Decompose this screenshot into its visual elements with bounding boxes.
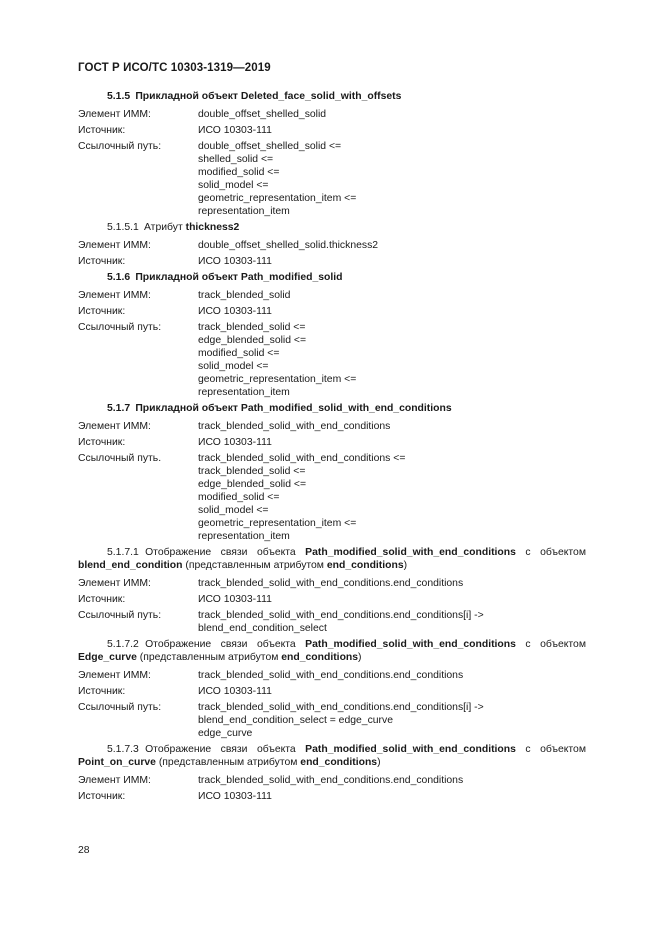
row-values <box>198 609 586 635</box>
row-label: Элемент ИММ: <box>78 240 151 251</box>
mapping-row <box>78 420 586 433</box>
row-label: Элемент ИММ: <box>78 670 151 681</box>
row-label: Ссылочный путь: <box>78 610 162 621</box>
mapping-text: с объектом <box>515 547 589 558</box>
row-label: Элемент ИММ: <box>78 578 151 589</box>
mapping-paragraph <box>78 546 589 572</box>
section-title: Прикладной объект Path_modified_solid <box>135 272 343 283</box>
row-label: Ссылочный путь: <box>78 702 162 713</box>
row-value-line: solid_model <= <box>198 361 269 372</box>
mapping-entity-name: end_conditions <box>326 560 404 571</box>
mapping-row <box>78 124 586 137</box>
row-values <box>198 669 586 682</box>
section-number: 5.1.6 <box>107 272 131 283</box>
row-value-line: track_blended_solid_with_end_conditions.end_conditions <box>198 670 464 681</box>
mapping-row <box>78 685 586 698</box>
row-value-line: track_blended_solid_with_end_conditions.end_conditions <box>198 578 464 589</box>
mapping-row <box>78 701 586 740</box>
row-value-line: ИСО 10303-111 <box>198 686 272 697</box>
row-value-line: track_blended_solid_with_end_conditions <box>198 421 391 432</box>
row-values <box>198 436 586 449</box>
row-label: Источник: <box>78 686 126 697</box>
section-title: Прикладной объект Path_modified_solid_with_end_conditions <box>135 403 452 414</box>
row-value-line: geometric_representation_item <= <box>198 518 357 529</box>
row-value-line: double_offset_shelled_solid.thickness2 <box>198 240 379 251</box>
row-label: Ссылочный путь. <box>78 453 162 464</box>
mapping-row <box>78 239 586 252</box>
row-values <box>198 685 586 698</box>
row-values <box>198 774 586 787</box>
row-values <box>198 255 586 268</box>
document-body <box>78 90 589 806</box>
row-value-line: track_blended_solid_with_end_conditions.end_conditions <box>198 775 464 786</box>
page-number: 28 <box>78 845 90 856</box>
mapping-paragraph <box>78 743 589 769</box>
mapping-row <box>78 108 586 121</box>
mapping-paragraph <box>78 638 589 664</box>
mapping-row <box>78 321 586 399</box>
row-values <box>198 593 586 606</box>
row-values <box>198 124 586 137</box>
mapping-text: ) <box>403 560 408 571</box>
row-values <box>198 140 586 218</box>
mapping-row <box>78 436 586 449</box>
mapping-entity-name: Path_modified_solid_with_end_conditions <box>305 547 516 558</box>
row-value-line: geometric_representation_item <= <box>198 193 357 204</box>
row-value-line: shelled_solid <= <box>198 154 274 165</box>
mapping-row <box>78 255 586 268</box>
row-values <box>198 321 586 399</box>
mapping-entity-name: Path_modified_solid_with_end_conditions <box>305 639 516 650</box>
mapping-entity-name: end_conditions <box>281 652 359 663</box>
row-value-line: modified_solid <= <box>198 492 280 503</box>
row-value-line: track_blended_solid_with_end_conditions.end_conditions[i] -> <box>198 610 484 621</box>
row-value-line: track_blended_solid_with_end_conditions <= <box>198 453 406 464</box>
row-value-line: double_offset_shelled_solid <box>198 109 327 120</box>
row-label: Элемент ИММ: <box>78 290 151 301</box>
row-value-line: representation_item <box>198 387 290 398</box>
mapping-row <box>78 774 586 787</box>
row-values <box>198 452 586 543</box>
row-value-line: edge_blended_solid <= <box>198 335 307 346</box>
mapping-entity-name: Point_on_curve <box>78 757 156 768</box>
row-value-line: ИСО 10303-111 <box>198 306 272 317</box>
row-label: Источник: <box>78 437 126 448</box>
row-value-line: blend_end_condition_select <box>198 623 327 634</box>
mapping-row <box>78 289 586 302</box>
row-label: Источник: <box>78 256 126 267</box>
mapping-entity-name: Edge_curve <box>78 652 137 663</box>
row-value-line: track_blended_solid <= <box>198 466 306 477</box>
row-value-line: edge_curve <box>198 728 253 739</box>
row-value-line: ИСО 10303-111 <box>198 256 272 267</box>
mapping-text: с объектом <box>515 639 589 650</box>
mapping-text: 5.1.7.3 Отображение связи объекта <box>107 744 306 755</box>
row-values <box>198 239 586 252</box>
section-heading <box>78 90 586 103</box>
row-value-line: blend_end_condition_select = edge_curve <box>198 715 393 726</box>
row-value-line: track_blended_solid <= <box>198 322 306 333</box>
row-value-line: modified_solid <= <box>198 348 280 359</box>
mapping-entity-name: end_conditions <box>300 757 378 768</box>
mapping-row <box>78 577 586 590</box>
mapping-entity-name: Path_modified_solid_with_end_conditions <box>305 744 516 755</box>
document-header: ГОСТ Р ИСО/ТС 10303-1319—2019 <box>78 62 271 74</box>
section-number: 5.1.7 <box>107 403 131 414</box>
row-value-line: solid_model <= <box>198 180 269 191</box>
mapping-row <box>78 140 586 218</box>
row-value-line: modified_solid <= <box>198 167 280 178</box>
row-label: Источник: <box>78 791 126 802</box>
row-value-line: representation_item <box>198 206 290 217</box>
row-value-line: geometric_representation_item <= <box>198 374 357 385</box>
row-label: Источник: <box>78 594 126 605</box>
row-value-line: representation_item <box>198 531 290 542</box>
row-values <box>198 420 586 433</box>
row-label: Ссылочный путь: <box>78 322 162 333</box>
mapping-text: (представленным атрибутом <box>182 560 327 571</box>
subsection-heading <box>78 221 586 234</box>
section-heading <box>78 271 586 284</box>
mapping-row <box>78 305 586 318</box>
row-label: Элемент ИММ: <box>78 109 151 120</box>
mapping-row <box>78 452 586 543</box>
mapping-row <box>78 609 586 635</box>
row-values <box>198 790 586 803</box>
row-label: Источник: <box>78 306 126 317</box>
subsection-number: 5.1.5.1 <box>107 222 139 233</box>
mapping-row <box>78 593 586 606</box>
row-values <box>198 577 586 590</box>
mapping-text: 5.1.7.2 Отображение связи объекта <box>107 639 306 650</box>
row-value-line: solid_model <= <box>198 505 269 516</box>
mapping-text: ) <box>377 757 381 768</box>
section-number: 5.1.5 <box>107 91 131 102</box>
row-label: Ссылочный путь: <box>78 141 162 152</box>
row-value-line: ИСО 10303-111 <box>198 437 272 448</box>
row-label: Источник: <box>78 125 126 136</box>
row-value-line: ИСО 10303-111 <box>198 594 272 605</box>
mapping-text: (представленным атрибутом <box>155 757 301 768</box>
row-label: Элемент ИММ: <box>78 421 151 432</box>
row-value-line: double_offset_shelled_solid <= <box>198 141 342 152</box>
row-label: Элемент ИММ: <box>78 775 151 786</box>
mapping-row <box>78 790 586 803</box>
row-value-line: ИСО 10303-111 <box>198 125 272 136</box>
mapping-text: 5.1.7.1 Отображение связи объекта <box>107 547 306 558</box>
row-value-line: track_blended_solid_with_end_conditions.end_conditions[i] -> <box>198 702 484 713</box>
section-heading <box>78 402 586 415</box>
mapping-text: ) <box>358 652 362 663</box>
row-values <box>198 108 586 121</box>
mapping-text: с объектом <box>515 744 589 755</box>
row-value-line: track_blended_solid <box>198 290 291 301</box>
row-values <box>198 701 586 740</box>
row-values <box>198 289 586 302</box>
mapping-row <box>78 669 586 682</box>
mapping-entity-name: blend_end_condition <box>78 560 183 571</box>
subsection-text: Атрибут <box>143 222 183 233</box>
row-value-line: ИСО 10303-111 <box>198 791 272 802</box>
attribute-name: thickness2 <box>185 222 240 233</box>
row-values <box>198 305 586 318</box>
mapping-text: (представленным атрибутом <box>136 652 282 663</box>
section-title: Прикладной объект Deleted_face_solid_with_offsets <box>135 91 402 102</box>
row-value-line: edge_blended_solid <= <box>198 479 307 490</box>
